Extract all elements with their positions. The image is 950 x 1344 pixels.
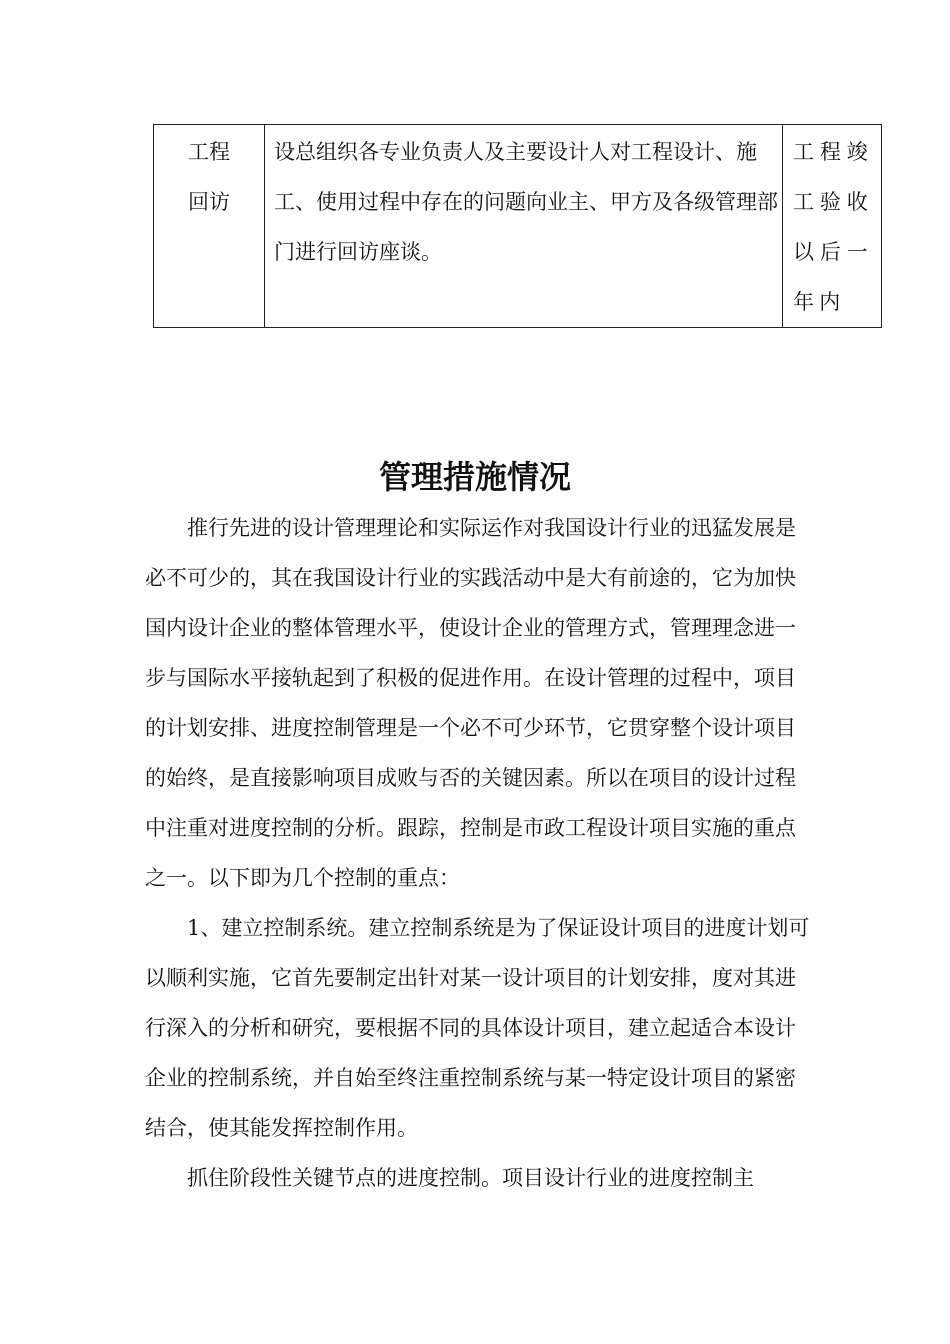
section-title: 管理措施情况 (378, 458, 571, 496)
description-cell (265, 125, 783, 328)
timing-cell (783, 125, 882, 328)
table-row (154, 125, 882, 328)
item-cell (154, 125, 265, 328)
section-body (145, 503, 815, 1203)
schedule-table (153, 124, 882, 328)
item-name: 工程回访 (187, 140, 230, 214)
paragraph-intro: 推行先进的设计管理理论和实际运作对我国设计行业的迅猛发展是必不可少的，其在我国设计行业的实践活动中是大有前途的，它为加快国内设计企业的整体管理水平，使设计企业的管理方式，管理理念进一步与国际水平接轨起到了积极的促进作用。在设计管理的过程中，项目的计划安排、进度控制管理是一个必不可少环节，它贯穿整个设计项目的始终，是直接影响项目成败与否的关键因素。所以在项目的设计过程中注重对进度控制的分析。跟踪，控制是市政工程设计项目实施的重点之一。以下即为几个控制的重点： (145, 516, 796, 890)
item-description: 设总组织各专业负责人及主要设计人对工程设计、施工、使用过程中存在的问题向业主、甲方及各级管理部门进行回访座谈。 (274, 140, 778, 264)
item-timing: 工程竣工验收以后一年内 (793, 140, 873, 314)
paragraph-key-nodes: 抓住阶段性关键节点的进度控制。项目设计行业的进度控制主 (187, 1166, 754, 1190)
paragraph-control-system: 1、建立控制系统。建立控制系统是为了保证设计项目的进度计划可以顺利实施，它首先要制定出针对某一设计项目的计划安排，度对其进行深入的分析和研究，要根据不同的具体设计项目，建立起适合本设计企业的控制系统，并自始至终注重控制系统与某一特定设计项目的紧密结合，使其能发挥控制作用。 (145, 916, 810, 1140)
